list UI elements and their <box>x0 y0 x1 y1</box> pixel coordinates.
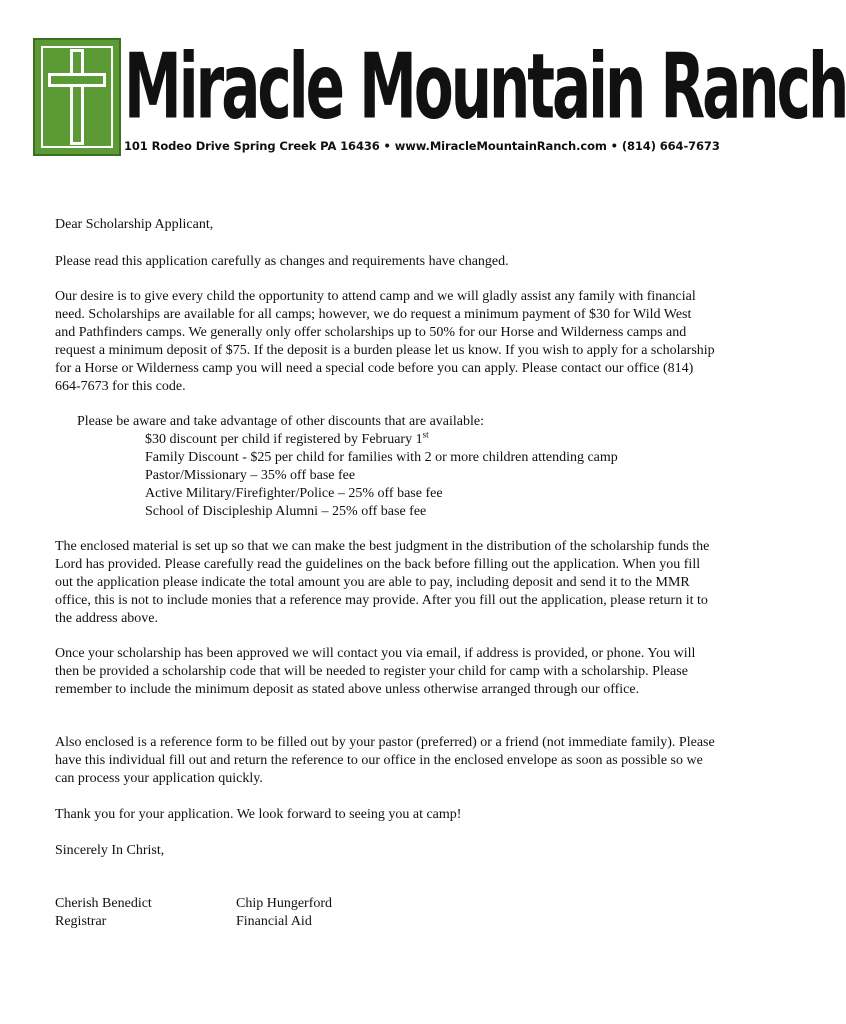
paragraph-scholarship-policy: Our desire is to give every child the opportunity to attend camp and we will gladly assist any family with financial need. Scholarships are available for all camps; however, we do request a minimum payment of $30 for Wild West and Pathfinders camps. We generally only offer scholarships up to 50% for our Horse and Wilderness camps and request a minimum deposit of $75. If the deposit is a burden please let us know. If you wish to apply for a scholarship for a Horse or Wilderness camp you will need a special code before you can apply. Please contact our office (814) 664-7673 for this code. <box>55 289 715 394</box>
signature-block-financial-aid <box>236 895 332 931</box>
cross-icon-bar <box>48 73 106 87</box>
salutation: Dear Scholarship Applicant, <box>55 217 214 232</box>
signer-name: Chip Hungerford <box>236 896 333 911</box>
signer-title: Registrar <box>55 914 107 929</box>
organization-contact-line: 101 Rodeo Drive Spring Creek PA 16436 • www.MiracleMountainRanch.com • (814) 664-7673 <box>124 139 720 153</box>
signer-name: Cherish Benedict <box>55 896 152 911</box>
discount-item: Pastor/Missionary – 35% off base fee <box>145 468 356 483</box>
paragraph-enclosed-material: The enclosed material is set up so that we can make the best judgment in the distribution of the scholarship funds the Lord has provided. Please carefully read the guidelines on the back before filling out the application. When you fill out the application please indicate the total amount you are able to pay, including deposit and send it to the MMR office, this is not to include monies that a reference may provide. After you fill out the application, please return it to the address above. <box>55 539 710 626</box>
discount-item: School of Discipleship Alumni – 25% off base fee <box>145 504 427 519</box>
discount-list <box>77 431 697 521</box>
paragraph-approval: Once your scholarship has been approved we will contact you via email, if address is provided, or phone. You will then be provided a scholarship code that will be needed to register your child for camp with a scholarship. Please remember to include the minimum deposit as stated above unless otherwise arranged through our office. <box>55 646 696 697</box>
discount-item: Active Military/Firefighter/Police – 25% off base fee <box>145 486 443 501</box>
organization-name: Miracle Mountain Ranch <box>124 33 846 140</box>
thank-you-line: Thank you for your application. We look forward to seeing you at camp! <box>55 807 462 822</box>
logo <box>33 38 121 156</box>
discounts-intro: Please be aware and take advantage of other discounts that are available: <box>77 414 484 429</box>
discount-item: Family Discount - $25 per child for families with 2 or more children attending camp <box>145 450 618 465</box>
intro-paragraph: Please read this application carefully as changes and requirements have changed. <box>55 254 509 269</box>
discount-item: $30 discount per child if registered by February 1st <box>145 429 429 447</box>
signer-title: Financial Aid <box>236 914 312 929</box>
discounts-section <box>77 413 697 521</box>
cross-icon <box>70 49 84 145</box>
signature-block-registrar <box>55 895 152 931</box>
paragraph-reference-form: Also enclosed is a reference form to be filled out by your pastor (preferred) or a friend (not immediate family). Please have this individual fill out and return the reference to our office in the enclosed envelope as soon as possible so we can process your application quickly. <box>55 735 715 786</box>
closing: Sincerely In Christ, <box>55 843 165 858</box>
